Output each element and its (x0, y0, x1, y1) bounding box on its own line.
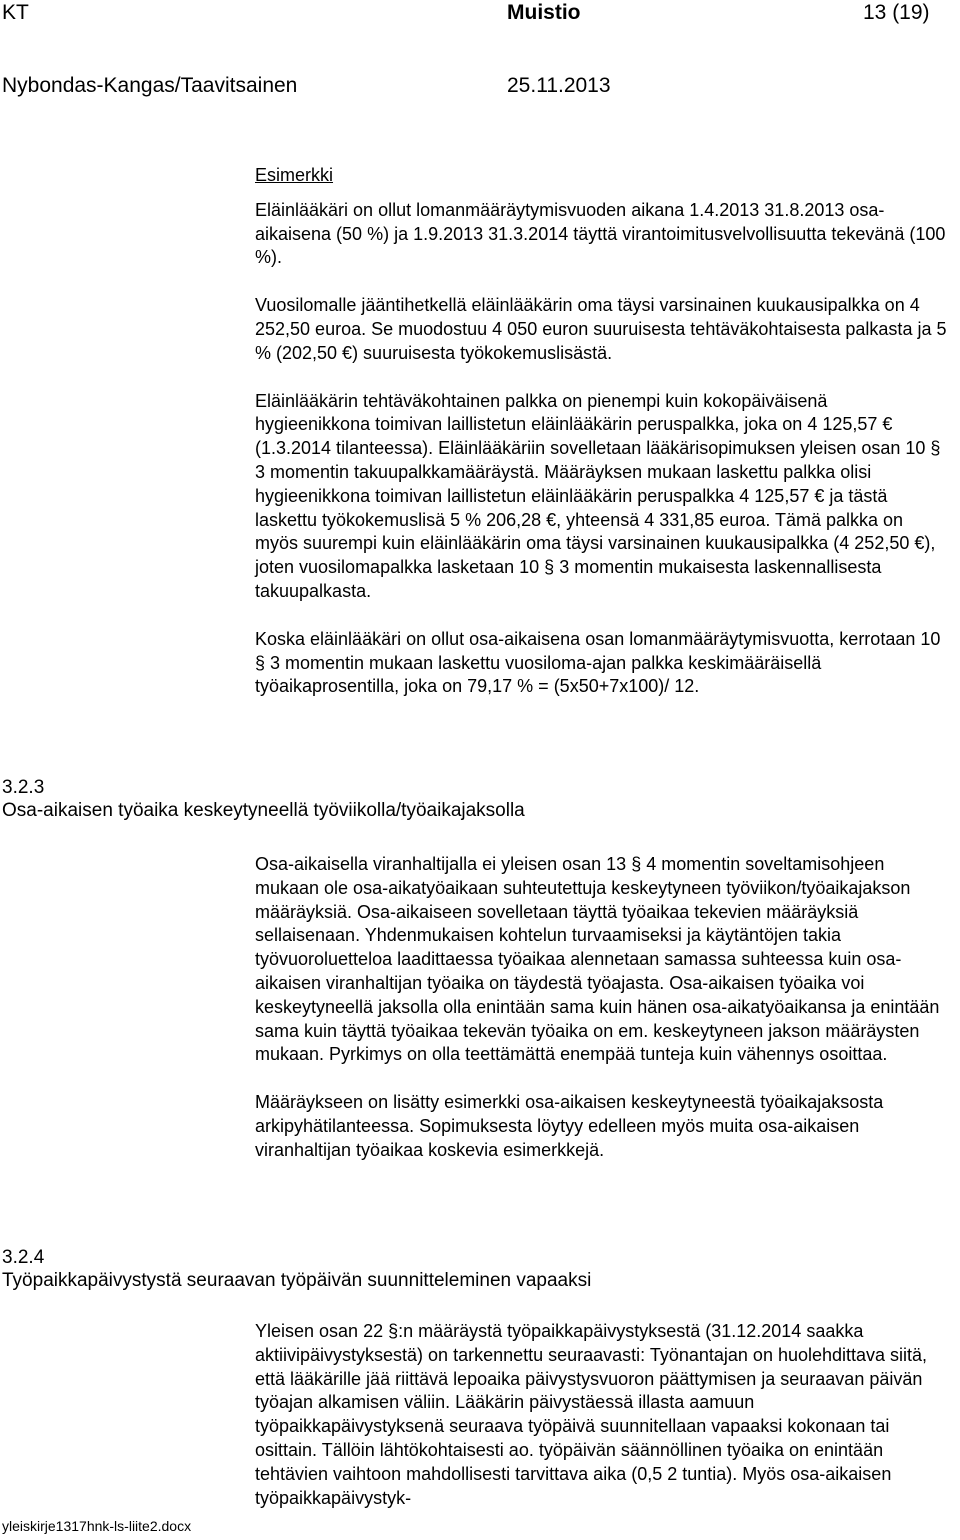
example-block (255, 164, 947, 699)
section-323-body (255, 853, 947, 1163)
header-date: 25.11.2013 (507, 74, 611, 97)
example-paragraph-3: Eläinlääkärin tehtäväkohtainen palkka on pienempi kuin kokopäiväisenä hygieenikkona toimivan laillistetun eläinlääkärin peruspalkka, joka on 4 125,57 € (1.3.2014 tilanteessa). Eläinlääkäriin sovelletaan lääkärisopimuksen yleisen osan 10 § 3 momentin takuupalkkamääräystä. Määräyksen mukaan laskettu palkka olisi hygieenikkona toimivan laillistetun eläinlääkärin peruspalkka 4 125,57 € ja tästä laskettu työkokemuslisä 5 % 206,28 €, yhteensä 4 331,85 euroa. Tämä palkka on myös suurempi kuin eläinlääkärin oma täysi varsinainen kuukausipalkka (4 252,50 €), joten vuosilomapalkka lasketaan 10 § 3 momentin mukaisesta laskennallisesta takuupalkasta. (255, 390, 941, 601)
section-324-number: 3.2.4 (2, 1247, 45, 1268)
example-heading: Esimerkki (255, 165, 334, 185)
header-authors: Nybondas-Kangas/Taavitsainen (2, 74, 298, 97)
section-323-paragraph-2: Määräykseen on lisätty esimerkki osa-aikaisen keskeytyneestä työaikajaksosta arkipyhätilanteessa. Sopimuksesta löytyy edelleen myös muita osa-aikaisen viranhaltijan työaikaa koskevia esimerkkejä. (255, 1092, 884, 1160)
section-323-paragraph-1: Osa-aikaisella viranhaltijalla ei yleisen osan 13 § 4 momentin soveltamisohjeen mukaan ole osa-aikatyöaikaan suhteutettuja keskeytyneen työviikon/työaikajakson määräyksiä. Osa-aikaiseen sovelletaan täyttä työaikaa tekevien määräyksiä sellaisenaan. Yhdenmukaisen kohtelun turvaamiseksi ja käytäntöjen takia työvuoroluetteloa laadittaessa työaikaa alennetaan samassa suhteessa kuin osa-aikaisen viranhaltijan työaika on täydestä työajasta. Osa-aikaisen työaika voi keskeytyneellä jaksolla olla enintään sama kuin hänen osa-aikatyöaikansa ja enintään sama kuin täyttä työaikaa tekevän työaika on em. keskeytyneen jakson määräysten mukaan. Pyrkimys on olla teettämättä enempää tunteja kuin vähennys osoittaa. (255, 854, 940, 1065)
example-paragraph-1: Eläinlääkäri on ollut lomanmääräytymisvuoden aikana 1.4.2013 31.8.2013 osa-aikaisena (50 %) ja 1.9.2013 31.3.2014 täyttä virantoimitusvelvollisuutta tekevänä (100 %). (255, 199, 946, 268)
example-paragraph-4: Koska eläinlääkäri on ollut osa-aikaisena osan lomanmääräytymisvuotta, kerrotaan 10 § 3 momentin mukaan laskettu vuosiloma-ajan palkka keskimääräisellä työaikaprosentilla, joka on 79,17 % = (5x50+7x100)/ 12. (255, 628, 941, 697)
example-paragraph-2: Vuosilomalle jääntihetkellä eläinlääkärin oma täysi varsinainen kuukausipalkka on 4 252,50 euroa. Se muodostuu 4 050 euron suuruisesta tehtäväkohtaisesta palkasta ja 5 % (202,50 €) suuruisesta työkokemuslisästä. (255, 295, 947, 363)
header-page-number: 13 (19) (863, 1, 930, 24)
header-org: KT (2, 1, 29, 24)
header-doc-type: Muistio (507, 1, 581, 24)
section-324-paragraph-1: Yleisen osan 22 §:n määräystä työpaikkapäivystyksestä (31.12.2014 saakka aktiivipäivystyksestä) on tarkennettu seuraavasti: Työnantajan on huolehdittava siitä, että lääkärille jää riittävä lepoaika päivystysvuoron päättymisen ja seuraavan päivän työajan alkamisen väliin. Lääkärin päivystäessä illasta aamuun työpaikkapäivystyksenä seuraava työpäivä suunnitellaan vapaaksi kokonaan tai osittain. Tällöin lähtökohtaisesti ao. työpäivän säännöllinen työaika on enintään tehtävien vaihtoon mahdollisesti tarvittava aika (0,5 2 tuntia). Myös osa-aikaisen työpaikkapäivystyk- (255, 1321, 928, 1508)
footer-filename: yleiskirje1317hnk-ls-liite2.docx (2, 1518, 192, 1534)
section-323-title: Osa-aikaisen työaika keskeytyneellä työviikolla/työaikajaksolla (2, 800, 525, 821)
section-324-title: Työpaikkapäivystystä seuraavan työpäivän suunnitteleminen vapaaksi (2, 1270, 592, 1291)
section-324-body (255, 1320, 947, 1510)
section-323-number: 3.2.3 (2, 777, 45, 798)
